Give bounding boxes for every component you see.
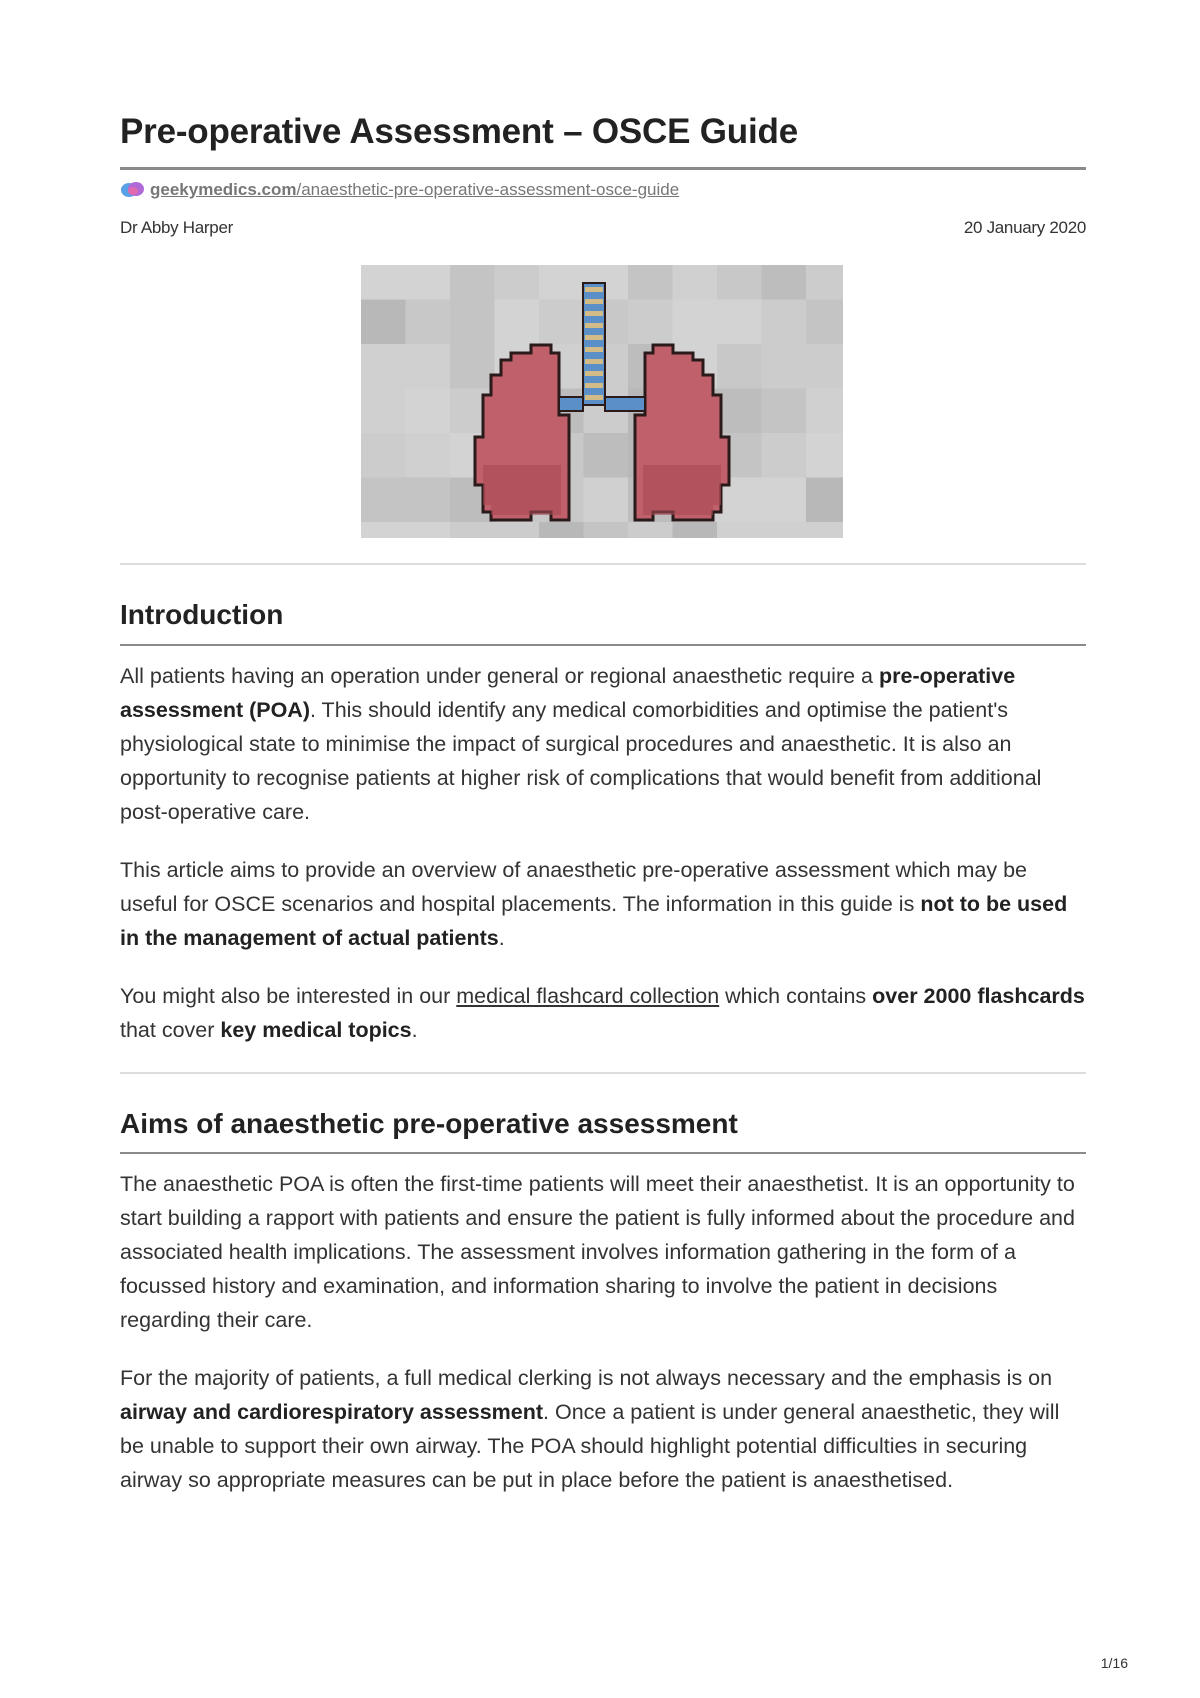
heading-underline	[120, 1152, 1086, 1154]
heading-introduction: Introduction	[120, 599, 284, 630]
trachea-ring	[585, 323, 603, 328]
aims-paragraph-1: The anaesthetic POA is often the first-time patients will meet their anaesthetist. It is an opportunity to start building a rapport with patients and ensure the patient is fully informed about the procedure and associated health implications. The assessment involves information gathering in the form of a focussed history and examination, and information sharing to involve the patient in decisions regarding their care.	[120, 1172, 1075, 1332]
source-domain: geekymedics.com	[150, 180, 297, 199]
page-number: 1/16	[1100, 1655, 1128, 1671]
left-lung-shade	[483, 465, 561, 515]
right-bronchus	[605, 397, 645, 411]
heading-aims: Aims of anaesthetic pre-operative assessment	[120, 1108, 738, 1139]
page-title: Pre-operative Assessment – OSCE Guide	[120, 112, 798, 151]
left-bronchus	[559, 397, 583, 411]
trachea-ring	[585, 383, 603, 388]
source-path: /anaesthetic-pre-operative-assessment-osce-guide	[296, 180, 680, 199]
trachea-ring	[585, 371, 603, 376]
flashcard-collection-link[interactable]: medical flashcard collection	[456, 984, 720, 1008]
trachea-ring	[585, 299, 603, 304]
heading-underline	[120, 644, 1086, 646]
intro-paragraph-2: This article aims to provide an overview of anaesthetic pre-operative assessment which may be useful for OSCE scenarios and hospital placements. The information in this guide is not to be used in the management of actual patients.	[120, 858, 1068, 950]
intro-paragraph-3: You might also be interested in our medical flashcard collection which contains over 2000 flashcards that cover key medical topics.	[120, 984, 1085, 1042]
intro-paragraph-1: All patients having an operation under general or regional anaesthetic require a pre-operative assessment (POA). This should identify any medical comorbidities and optimise the patient's physiological state to minimise the impact of surgical procedures and anaesthetic. It is also an opportunity to recognise patients at higher risk of complications that would benefit from additional post-operative care.	[120, 664, 1042, 824]
right-lung-shade	[643, 465, 721, 515]
source-link[interactable]	[150, 180, 679, 200]
source-line	[120, 179, 679, 201]
trachea-ring	[585, 311, 603, 316]
author-name: Dr Abby Harper	[120, 218, 233, 237]
trachea-ring	[585, 347, 603, 352]
trachea-ring	[585, 335, 603, 340]
trachea-ring	[585, 395, 603, 400]
publish-date: 20 January 2020	[963, 218, 1086, 237]
trachea-ring	[585, 287, 603, 292]
hero-image	[361, 265, 843, 538]
article-meta	[120, 218, 1086, 238]
title-divider	[120, 167, 1086, 170]
trachea-ring	[585, 359, 603, 364]
geekymedics-logo-icon	[120, 180, 146, 200]
section-divider	[120, 563, 1086, 565]
aims-paragraph-2: For the majority of patients, a full medical clerking is not always necessary and the emphasis is on airway and cardiorespiratory assessment. Once a patient is under general anaesthetic, they will be unable to support their own airway. The POA should highlight potential difficulties in securing airway so appropriate measures can be put in place before the patient is anaesthetised.	[120, 1366, 1060, 1492]
section-divider	[120, 1072, 1086, 1074]
